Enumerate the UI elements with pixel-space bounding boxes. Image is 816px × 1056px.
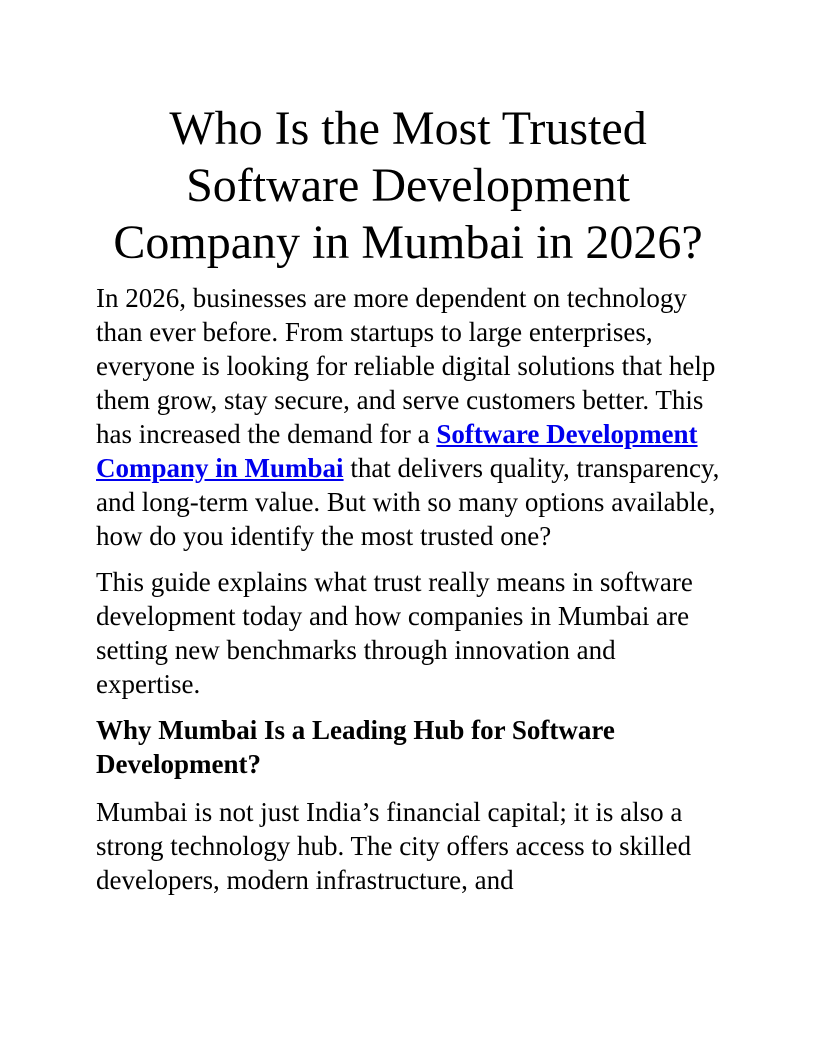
document-page: [96, 100, 720, 897]
document-title: [76, 100, 740, 271]
title-line: Who Is the Most Trusted: [169, 102, 647, 155]
intro-text-after-link: that delivers quality, transparency, and long-term value. But with so many options available, how do you identify the most trusted one?: [96, 453, 720, 551]
mumbai-paragraph: Mumbai is not just India’s financial capital; it is also a strong technology hub. The city offers access to skilled developers, modern infrastructure, and: [96, 797, 692, 895]
title-line: Company in Mumbai in 2026?: [113, 216, 703, 269]
intro-text-before-link: In 2026, businesses are more dependent on technology than ever before. From startups to large enterprises, everyone is looking for reliable digital solutions that help them grow, stay secure, and serve customers better. This has increased the demand for a: [96, 283, 716, 449]
software-company-link[interactable]: Software Development Company in Mumbai: [96, 419, 698, 483]
guide-paragraph: This guide explains what trust really means in software development today and how companies in Mumbai are setting new benchmarks through innovation and expertise.: [96, 567, 693, 699]
section-heading: Why Mumbai Is a Leading Hub for Software Development?: [96, 715, 615, 779]
intro-paragraph: [96, 281, 720, 553]
title-line: Software Development: [186, 159, 630, 212]
